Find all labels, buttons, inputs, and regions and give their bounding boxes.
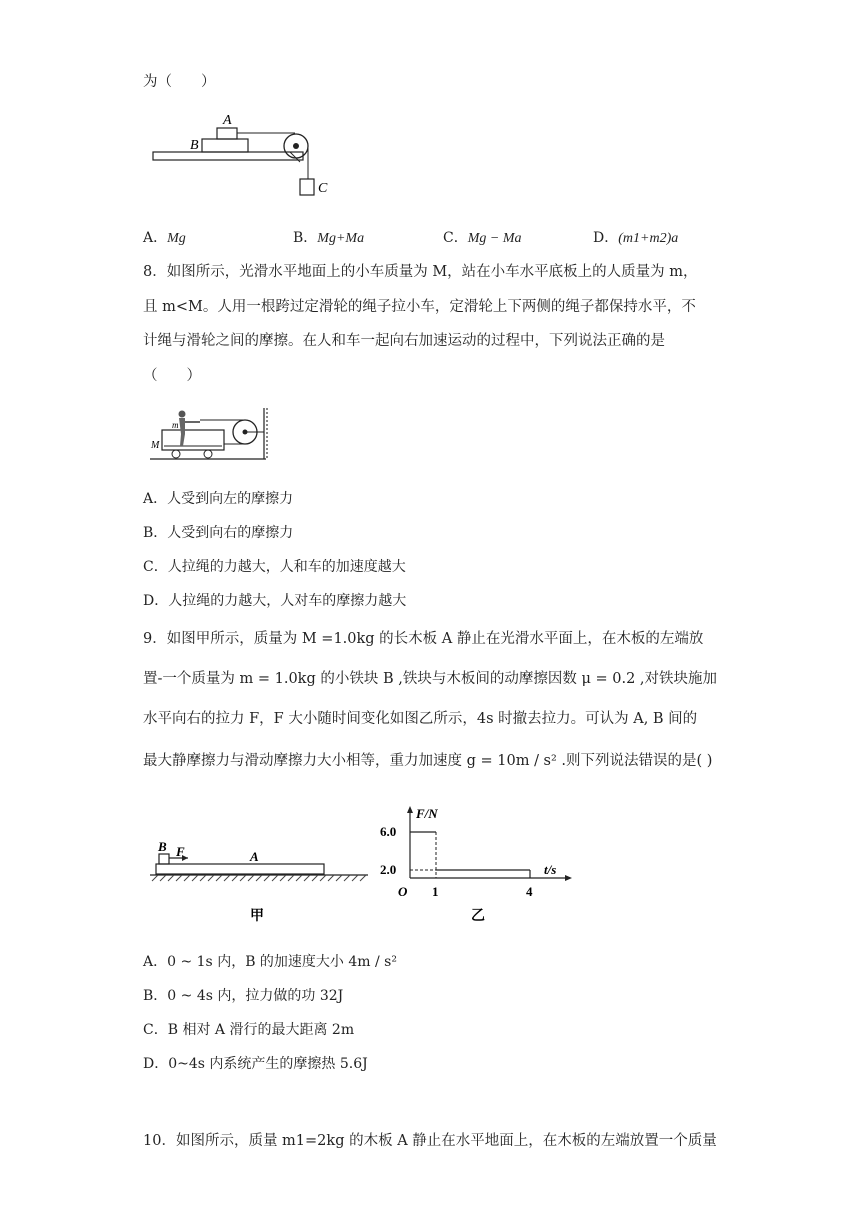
q9-stem-line3: 水平向右的拉力 F，F 大小随时间变化如图乙所示，4s 时撤去拉力。可认为 A, B 间的: [143, 711, 698, 727]
q9-option-c: C．B 相对 A 滑行的最大距离 2m: [143, 1022, 355, 1038]
q8-option-c: C．人拉绳的力越大，人和车的加速度越大: [143, 559, 406, 575]
q10-stem-line1: 10．如图所示，质量 m1=2kg 的木板 A 静止在水平地面上，在木板的左端放置一个质量: [143, 1133, 717, 1149]
q9-figure-jia: [148, 834, 373, 929]
q9-yi-x-label: t/s: [544, 862, 557, 877]
q8-stem-line3: 计绳与滑轮之间的摩擦。在人和车一起向右加速运动的过程中，下列说法正确的是: [143, 333, 665, 349]
q9-yi-y-tick-6: 6.0: [380, 824, 397, 839]
q9-yi-y-label: F/N: [416, 806, 438, 821]
q8-stem-line4: （ ）: [143, 368, 201, 384]
q9-stem-line1: 9．如图甲所示，质量为 M =1.0kg 的长木板 A 静止在光滑水平面上，在木板的左端放: [143, 631, 704, 647]
q8-option-b: B．人受到向右的摩擦力: [143, 525, 294, 541]
q9-yi-y-tick-2: 2.0: [380, 862, 397, 877]
q9-jia-label-a: A: [250, 849, 259, 864]
q9-option-a: A．0 ~ 1s 内，B 的加速度大小 4m / s²: [143, 954, 397, 970]
q7-option-c: C．Mg − Ma: [443, 230, 522, 246]
q9-jia-label-f: F: [176, 844, 185, 859]
q7-stem-tail: 为（ ）: [143, 74, 216, 90]
q7-option-a: A．Mg: [143, 230, 186, 246]
q8-option-a: A．人受到向左的摩擦力: [143, 491, 294, 507]
q9-jia-label-b: B: [158, 839, 167, 854]
q9-yi-origin: O: [398, 884, 408, 899]
q9-option-d: D．0~4s 内系统产生的摩擦热 5.6J: [143, 1056, 368, 1072]
q7-label-c: C: [318, 181, 328, 196]
q7-figure: [150, 106, 350, 206]
q7-option-b: B．Mg+Ma: [293, 230, 365, 246]
q7-label-a: A: [223, 113, 232, 128]
q9-figure-yi: [378, 804, 578, 929]
q8-stem-line2: 且 m<M。人用一根跨过定滑轮的绳子拉小车，定滑轮上下两侧的绳子都保持水平，不: [143, 299, 696, 315]
q7-label-b: B: [190, 138, 199, 153]
q8-label-M: M: [151, 440, 160, 451]
q9-stem-line4: 最大静摩擦力与滑动摩擦力大小相等，重力加速度 g = 10m / s² .则下列说法错误的是( ): [143, 753, 713, 769]
q9-stem-line2: 置-一个质量为 m = 1.0kg 的小铁块 B ,铁块与木板间的动摩擦因数 μ = 0.2 ,对铁块施加: [143, 671, 718, 687]
q9-yi-x-tick-1: 1: [432, 884, 439, 899]
q8-label-m: m: [172, 420, 179, 430]
q9-yi-caption: 乙: [471, 909, 485, 924]
q7-option-d: D．(m1+m2)a: [593, 230, 679, 246]
q8-stem-line1: 8．如图所示，光滑水平地面上的小车质量为 M，站在小车水平底板上的人质量为 m，: [143, 264, 698, 280]
q9-option-b: B．0 ~ 4s 内，拉力做的功 32J: [143, 988, 344, 1004]
q8-option-d: D．人拉绳的力越大，人对车的摩擦力越大: [143, 593, 407, 609]
q8-figure: [148, 404, 273, 464]
q9-jia-caption: 甲: [250, 909, 264, 924]
q9-yi-x-tick-4: 4: [526, 884, 533, 899]
